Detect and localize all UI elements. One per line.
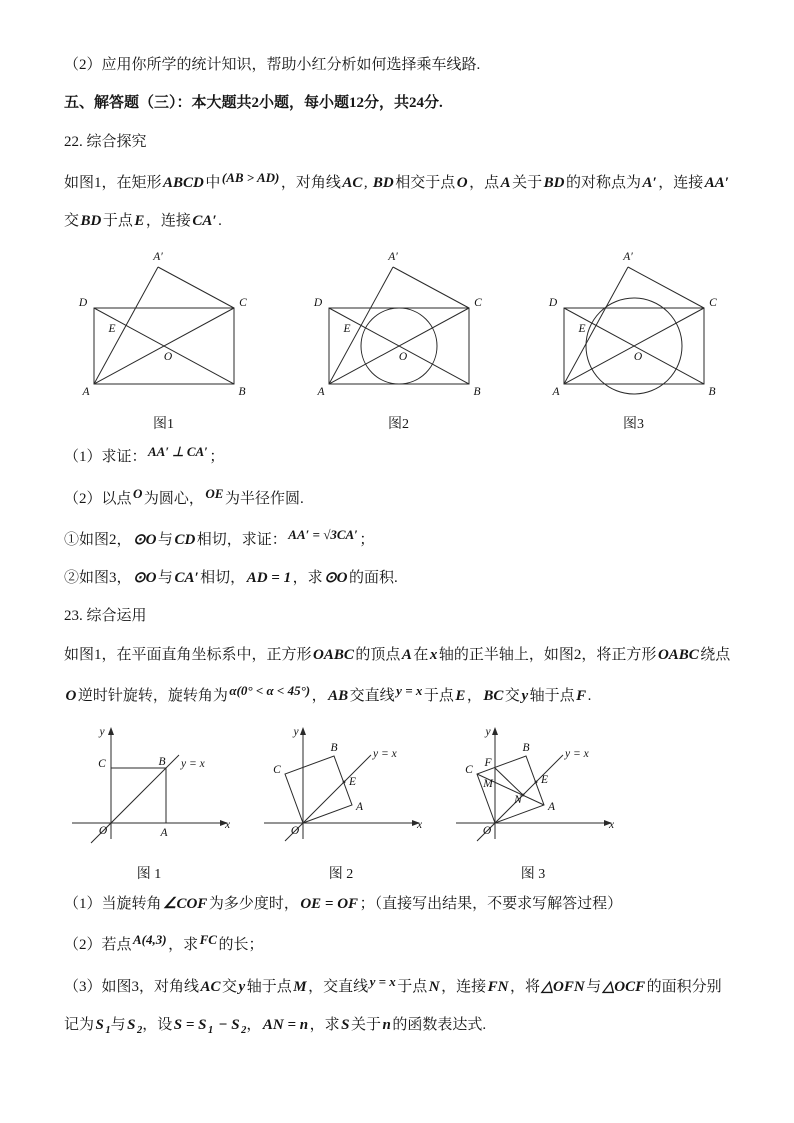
- question-22-part1: [64, 435, 732, 476]
- text-run: y: [521, 687, 529, 704]
- text-run: ，求: [309, 1016, 340, 1033]
- text-run: CA′: [174, 570, 199, 586]
- text-run: 的对称点为: [566, 174, 642, 191]
- text-run: 轴于点: [529, 687, 575, 704]
- label-A: A: [160, 827, 168, 839]
- figure-23-1-axes-square: [64, 721, 234, 846]
- text-run: AA′: [704, 174, 729, 191]
- question-22-part2a: [64, 518, 732, 559]
- text-run: （2）若点: [64, 937, 132, 954]
- text-run: y = x: [396, 682, 423, 698]
- label-E: E: [343, 323, 351, 336]
- text-run: A: [401, 646, 412, 663]
- label-A: A: [317, 386, 325, 397]
- text-run: △OFN: [541, 978, 585, 995]
- text-run: 与: [157, 570, 173, 586]
- text-run: ；: [359, 531, 375, 548]
- text-run: 于点: [423, 687, 454, 704]
- y-axis-arrow: [300, 727, 306, 735]
- label-D: D: [78, 297, 88, 310]
- text-run: E: [134, 213, 145, 229]
- point-N-dot: [522, 794, 525, 797]
- figure-22-2-rectangle-with-inscribed-circle: [301, 246, 496, 396]
- section-five-heading: [64, 84, 732, 122]
- text-run: (AB > AD): [221, 169, 280, 185]
- text-run: ,: [363, 174, 372, 191]
- text-run: S: [341, 1016, 350, 1033]
- text-run: 的函数表达式.: [392, 1016, 487, 1033]
- text-run: AB: [328, 687, 349, 704]
- text-run: ，求: [168, 937, 199, 954]
- text-run: （3）如图3，对角线: [64, 978, 200, 995]
- text-run: 相交于点: [395, 174, 456, 191]
- text-run: BD: [372, 174, 394, 191]
- figure-caption-23-1: 图 1: [136, 867, 162, 882]
- label-B: B: [238, 386, 246, 397]
- text-run: O: [456, 174, 468, 191]
- text-run: ，: [311, 687, 327, 704]
- text-run: ABCD: [163, 174, 204, 191]
- figure-23-3-box: [448, 721, 618, 883]
- label-E: E: [108, 323, 116, 336]
- text-run: A′: [642, 174, 657, 191]
- text-run: CD: [174, 531, 196, 548]
- question-22-title: [64, 123, 732, 161]
- text-run: 关于: [351, 1016, 382, 1033]
- text-run: ，连接: [658, 174, 704, 191]
- text-run: △OCF: [602, 978, 646, 995]
- text-run: BC: [483, 687, 504, 704]
- label-x-axis: x: [609, 819, 615, 831]
- text-run: BD: [543, 174, 565, 191]
- y-axis-arrow: [492, 727, 498, 735]
- label-E: E: [578, 323, 586, 336]
- figure-23-3-rotated-square-with-points: [448, 721, 618, 846]
- question-23-part1: [64, 885, 732, 923]
- text-run: 2: [241, 1024, 247, 1036]
- figure-22-1-rectangle-diagram: [66, 246, 261, 396]
- figure-23-2-box: [256, 721, 426, 883]
- text-run: （1）求证：: [64, 449, 147, 466]
- text-run: y = x: [369, 973, 396, 989]
- text-run: S: [127, 1016, 136, 1033]
- text-run: .: [218, 213, 222, 229]
- text-run: ，对角线: [280, 174, 341, 191]
- label-y-axis: y: [485, 726, 491, 738]
- text-run: 交: [222, 978, 238, 995]
- text-run: ，设: [142, 1016, 173, 1033]
- text-run: 轴于点: [246, 978, 292, 995]
- text-run: F: [576, 687, 587, 704]
- label-A: A: [82, 386, 90, 397]
- text-run: y: [238, 978, 246, 995]
- label-A: A: [552, 386, 560, 397]
- text-run: 22. 综合探究: [64, 133, 147, 150]
- question-22-part2: [64, 477, 732, 518]
- text-run: AA′ = √3CA′: [288, 526, 358, 542]
- text-run: AN = n: [262, 1016, 309, 1033]
- figure-caption-22-3: 图3: [623, 417, 644, 433]
- label-C: C: [273, 764, 281, 776]
- label-O: O: [290, 825, 300, 837]
- point-E-dot: [535, 781, 538, 784]
- text-run: 为圆心，: [143, 490, 204, 507]
- text-run: 交: [504, 687, 520, 704]
- label-F: F: [484, 757, 492, 769]
- label-A-prime: A′: [623, 251, 633, 264]
- text-run: 相切，: [200, 570, 246, 586]
- label-C: C: [239, 297, 247, 310]
- text-run: ；: [209, 449, 225, 466]
- label-C: C: [474, 297, 482, 310]
- label-C: C: [98, 758, 106, 770]
- text-run: OE: [205, 485, 224, 501]
- label-B: B: [522, 742, 530, 754]
- text-run: ，交直线: [308, 978, 369, 995]
- text-run: 1: [105, 1024, 111, 1036]
- text-run: 23. 综合运用: [64, 608, 147, 625]
- label-y-axis: y: [293, 726, 299, 738]
- text-run: − S: [214, 1016, 240, 1033]
- text-run: 的顶点: [355, 646, 401, 663]
- label-y-axis: y: [99, 726, 105, 738]
- text-run: S = S: [173, 1016, 207, 1033]
- figure-caption-22-1: 图1: [153, 417, 174, 433]
- text-run: α(0° < α < 45°): [229, 682, 311, 698]
- text-run: ，: [246, 1016, 262, 1033]
- label-B: B: [330, 742, 338, 754]
- label-O: O: [398, 351, 408, 364]
- question-22-part2b: [64, 559, 732, 597]
- text-run: M: [293, 978, 307, 995]
- y-axis-arrow: [108, 727, 114, 735]
- text-run: 与: [157, 531, 173, 548]
- text-run: 交直线: [349, 687, 395, 704]
- figure-23-2-rotated-square: [256, 721, 426, 846]
- label-y-equals-x: y = x: [565, 748, 589, 760]
- text-run: 绕点: [700, 646, 731, 663]
- text-run: ，: [466, 687, 482, 704]
- text-run: 与: [586, 978, 602, 995]
- text-run: 相切，求证：: [196, 531, 287, 548]
- text-run: 如图1，在矩形: [64, 174, 162, 191]
- text-run: ，将: [510, 978, 541, 995]
- label-A-prime: A′: [388, 251, 398, 264]
- text-run: ，连接: [145, 213, 191, 229]
- text-run: 中: [205, 174, 221, 191]
- text-run: FN: [487, 978, 509, 995]
- text-run: S: [95, 1016, 104, 1033]
- text-run: x: [429, 646, 438, 663]
- text-run: BD: [80, 213, 102, 229]
- point-E-dot: [343, 781, 346, 784]
- label-A: A: [356, 801, 364, 813]
- text-run: 的长；: [218, 937, 264, 954]
- label-D: D: [548, 297, 558, 310]
- text-run: ①如图2，: [64, 531, 132, 548]
- label-C: C: [709, 297, 717, 310]
- axes-square-and-line: [72, 733, 222, 843]
- text-run: E: [455, 687, 466, 704]
- figure-22-3-rectangle-with-large-circle: [536, 246, 731, 396]
- label-M: M: [483, 778, 493, 790]
- figure-22-2-box: [301, 246, 496, 433]
- text-run: FC: [199, 932, 217, 948]
- text-run: ∠COF: [163, 896, 208, 912]
- text-run: ⊙O: [133, 531, 157, 548]
- text-run: O: [65, 687, 77, 704]
- text-run: OABC: [313, 646, 354, 663]
- question-23-title: [64, 597, 732, 635]
- text-run: （2）应用你所学的统计知识，帮助小红分析如何选择乘车线路.: [64, 57, 481, 73]
- figure-22-1-box: [66, 246, 261, 433]
- text-run: A: [500, 174, 511, 191]
- label-B: B: [473, 386, 481, 397]
- label-E: E: [349, 776, 357, 788]
- label-O: O: [98, 825, 108, 837]
- text-run: 为半径作圆.: [224, 490, 304, 507]
- text-run: AA′ ⊥ CA′: [148, 444, 208, 460]
- text-run: ；（直接写出结果，不要求写解答过程）: [359, 896, 623, 912]
- text-run: 轴的正半轴上，如图2，将正方形: [438, 646, 657, 663]
- figure-caption-23-2: 图 2: [328, 867, 354, 882]
- text-run: .: [587, 687, 592, 704]
- text-run: 2: [136, 1024, 143, 1036]
- label-E: E: [541, 774, 549, 786]
- text-run: O: [133, 485, 143, 501]
- text-run: AC: [342, 174, 363, 191]
- label-D: D: [313, 297, 323, 310]
- text-run: 与: [110, 1016, 126, 1033]
- text-run: （2）以点: [64, 490, 132, 507]
- label-B: B: [708, 386, 716, 397]
- text-run: OABC: [657, 646, 699, 663]
- text-run: 1: [207, 1024, 214, 1036]
- label-O: O: [633, 351, 643, 364]
- label-O: O: [482, 825, 492, 837]
- question-22-intro: [64, 161, 732, 241]
- text-run: 于点: [397, 978, 428, 995]
- text-run: OE = OF: [300, 896, 359, 912]
- figure-caption-22-2: 图2: [388, 417, 409, 433]
- label-A: A: [548, 801, 556, 813]
- label-N: N: [514, 794, 522, 806]
- figure-caption-23-3: 图 3: [520, 867, 546, 882]
- label-B: B: [158, 756, 166, 768]
- question-23-part3: [64, 965, 732, 1045]
- text-run: AD = 1: [246, 570, 292, 586]
- text-run: ⊙O: [133, 570, 157, 586]
- paragraph-statistics-item2: [64, 46, 732, 84]
- text-run: ，点: [469, 174, 500, 191]
- text-run: ，连接: [441, 978, 487, 995]
- question-23-part2: [64, 923, 732, 964]
- text-run: 如图1，在平面直角坐标系中，正方形: [64, 646, 312, 663]
- label-C: C: [465, 764, 473, 776]
- text-run: A(4,3): [133, 932, 167, 948]
- label-x-axis: x: [417, 819, 423, 831]
- text-run: （1）当旋转角: [64, 896, 162, 912]
- figure-row-question-22: [66, 246, 732, 433]
- figure-row-question-23: [64, 721, 732, 883]
- text-run: n: [382, 1016, 391, 1033]
- text-run: 五、解答题（三）：本大题共2小题，每小题12分，共24分.: [64, 95, 443, 112]
- figure-22-3-box: [536, 246, 731, 433]
- text-run: 的面积.: [349, 570, 398, 586]
- question-23-intro: [64, 636, 732, 716]
- text-run: 于点: [102, 213, 133, 229]
- label-y-equals-x: y = x: [181, 758, 205, 770]
- text-run: ②如图3，: [64, 570, 132, 586]
- label-x-axis: x: [225, 819, 231, 831]
- text-run: 的面积分别记为: [64, 978, 722, 1033]
- label-y-equals-x: y = x: [373, 748, 397, 760]
- figure-23-1-box: [64, 721, 234, 883]
- text-run: ，求: [292, 570, 323, 586]
- text-run: 逆时针旋转，旋转角为: [77, 687, 228, 704]
- text-run: AC: [200, 978, 221, 995]
- text-run: 为多少度时，: [208, 896, 299, 912]
- text-run: N: [428, 978, 440, 995]
- text-run: 关于: [512, 174, 543, 191]
- label-O: O: [163, 351, 173, 364]
- label-A-prime: A′: [153, 251, 163, 264]
- text-run: 在: [413, 646, 429, 663]
- text-run: CA′: [192, 213, 217, 229]
- text-run: 交: [64, 213, 80, 229]
- text-run: ⊙O: [324, 570, 348, 586]
